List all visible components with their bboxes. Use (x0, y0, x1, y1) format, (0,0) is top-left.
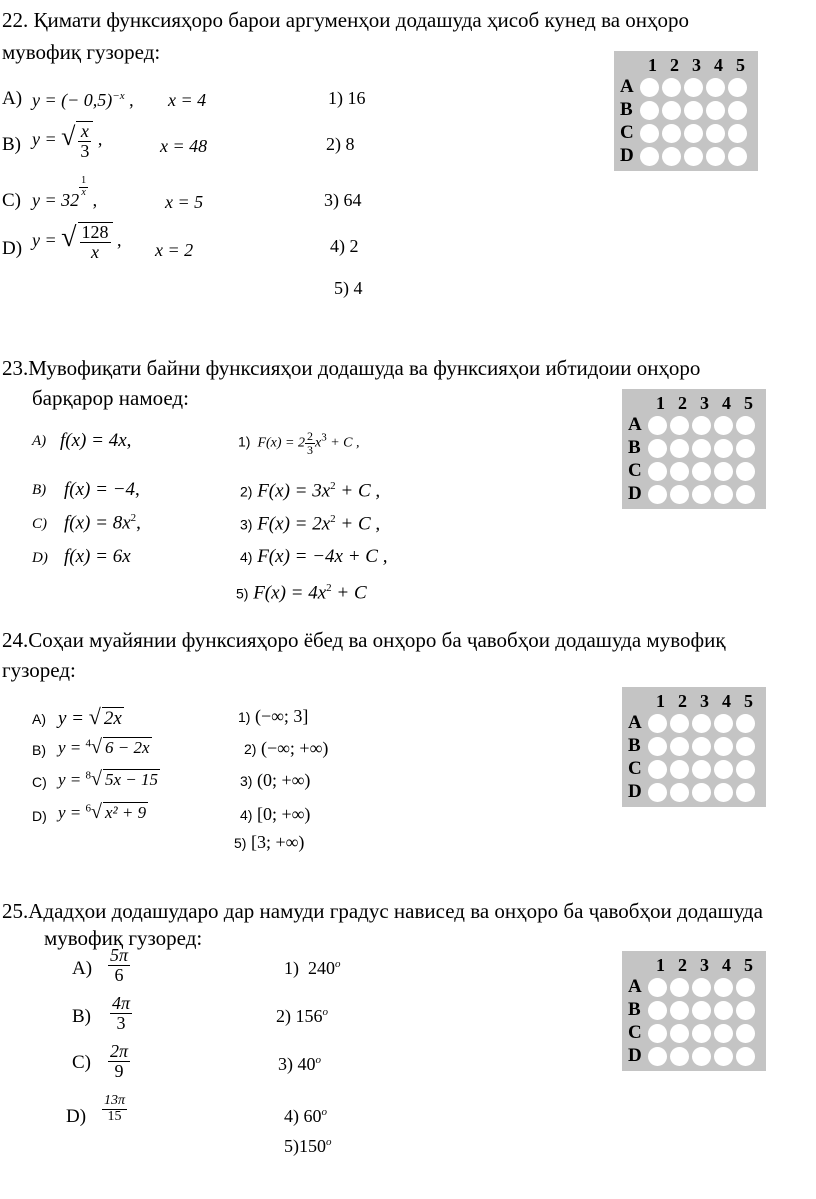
q23-bubble-A1[interactable] (648, 416, 667, 435)
q25-bubble-D5[interactable] (736, 1047, 755, 1066)
q25-grid-row-D: D (628, 1045, 642, 1066)
q22-item-d-arg: x = 2 (155, 240, 194, 260)
q24-grid-col-4: 4 (722, 691, 731, 711)
q24-bubble-B3[interactable] (692, 737, 711, 756)
q22-grid-col-1: 1 (648, 55, 657, 75)
q23-bubble-D4[interactable] (714, 485, 733, 504)
q24-item-d-label: D) (32, 808, 47, 824)
q24-grid-col-1: 1 (656, 691, 665, 711)
q25-item-a-value: $\frac{5\pi}{6}$ (110, 945, 129, 985)
q22-item-b-func: y = √ $\frac{x}{3}$ , (32, 121, 103, 161)
q24-grid-col-3: 3 (700, 691, 709, 711)
q22-bubble-C3[interactable] (684, 124, 703, 143)
q25-item-c-value: $\frac{2\pi}{9}$ (110, 1041, 129, 1081)
q23-bubble-C2[interactable] (670, 462, 689, 481)
q24-answer-2: 2) (−∞; +∞) (244, 738, 329, 758)
q24-item-a-label: A) (32, 711, 46, 727)
q23-bubble-D2[interactable] (670, 485, 689, 504)
q23-bubble-A4[interactable] (714, 416, 733, 435)
q22-bubble-B3[interactable] (684, 101, 703, 120)
q24-bubble-D3[interactable] (692, 783, 711, 802)
q22-prompt-line2: мувофиқ гузоред: (2, 40, 161, 64)
q25-grid-col-1: 1 (656, 955, 665, 975)
q22-item-c-func: y = 32 $\frac{1}{x}$ , (32, 175, 98, 210)
q23-item-a-label: A) (32, 433, 47, 449)
q22-bubble-D4[interactable] (706, 147, 725, 166)
q23-grid-col-1: 1 (656, 393, 665, 413)
q23-bubble-D3[interactable] (692, 485, 711, 504)
q23-grid-col-2: 2 (678, 393, 687, 413)
q23-bubble-B2[interactable] (670, 439, 689, 458)
q25-answer-4: 4) 60$^o$ (284, 1106, 327, 1126)
q24-bubble-B5[interactable] (736, 737, 755, 756)
q24-bubble-C1[interactable] (648, 760, 667, 779)
q22-grid-col-2: 2 (670, 55, 679, 75)
q22-grid-col-4: 4 (714, 55, 723, 75)
q23-grid-col-3: 3 (700, 393, 709, 413)
q22-item-c-label: C) (2, 190, 21, 211)
q25-bubble-A1[interactable] (648, 978, 667, 997)
q25-grid-row-C: C (628, 1022, 642, 1043)
q25-bubble-D1[interactable] (648, 1047, 667, 1066)
q25-answer-2: 2) 156$^o$ (276, 1006, 328, 1026)
q23-bubble-B5[interactable] (736, 439, 755, 458)
q22-bubble-A5[interactable] (728, 78, 747, 97)
q24-answer-5: 5) [3; +∞) (234, 832, 305, 852)
q22-item-a-label: A) (2, 88, 23, 109)
q22-item-d-label: D) (2, 238, 23, 259)
q22-bubble-D5[interactable] (728, 147, 747, 166)
q22-bubble-B4[interactable] (706, 101, 725, 120)
q23-bubble-A2[interactable] (670, 416, 689, 435)
q24-bubble-A1[interactable] (648, 714, 667, 733)
q22-item-a-arg: x = 4 (168, 90, 207, 110)
q24-grid-row-B: B (628, 735, 641, 756)
q22-item-c-arg: x = 5 (165, 192, 204, 212)
q22-grid-row-B: B (620, 99, 633, 120)
q25-grid-row-B: B (628, 999, 641, 1020)
q25-answer-grid (622, 951, 766, 1071)
q25-bubble-A3[interactable] (692, 978, 711, 997)
q22-bubble-A2[interactable] (662, 78, 681, 97)
q25-bubble-C5[interactable] (736, 1024, 755, 1043)
q24-bubble-C4[interactable] (714, 760, 733, 779)
q24-item-a-func: y = √ 2x (58, 704, 122, 729)
q23-answer-2: 2) $F(x) = 3x^2 + C$ , (240, 480, 381, 502)
q22-bubble-C5[interactable] (728, 124, 747, 143)
q24-bubble-D1[interactable] (648, 783, 667, 802)
q24-bubble-A2[interactable] (670, 714, 689, 733)
q25-bubble-B4[interactable] (714, 1001, 733, 1020)
q25-bubble-A2[interactable] (670, 978, 689, 997)
q25-bubble-D4[interactable] (714, 1047, 733, 1066)
q22-answer-3: 3) 64 (324, 190, 362, 210)
q22-bubble-A1[interactable] (640, 78, 659, 97)
q24-prompt-line2: гузоред: (2, 658, 76, 682)
q22-bubble-C1[interactable] (640, 124, 659, 143)
q24-grid-row-D: D (628, 781, 642, 802)
q23-bubble-C3[interactable] (692, 462, 711, 481)
q25-bubble-C2[interactable] (670, 1024, 689, 1043)
q22-answer-4: 4) 2 (330, 236, 359, 256)
q25-item-c-label: C) (72, 1052, 91, 1073)
q22-grid-row-D: D (620, 145, 634, 166)
q24-answer-1: 1) (−∞; 3] (238, 706, 309, 726)
q25-prompt-line1: 25.Ададҳои додашударо дар намуди градус нависед ва онҳоро ба ҷавобҳои додашуда (2, 899, 763, 923)
q24-answer-4: 4) [0; +∞) (240, 804, 311, 824)
q22-bubble-D3[interactable] (684, 147, 703, 166)
q22-prompt-line1: 22. Қимати функсияҳоро барои аргуменҳои додашуда ҳисоб кунед ва онҳоро (2, 8, 690, 32)
q22-item-d-func: y = √ $\frac{128}{x}$ , (32, 222, 122, 262)
q23-bubble-B3[interactable] (692, 439, 711, 458)
q24-prompt-line1: 24.Соҳаи муайянии функсияҳоро ёбед ва онҳоро ба ҷавобҳои додашуда мувофиқ (2, 628, 726, 652)
q24-bubble-B1[interactable] (648, 737, 667, 756)
q25-grid-col-4: 4 (722, 955, 731, 975)
q22-bubble-B2[interactable] (662, 101, 681, 120)
q25-bubble-B2[interactable] (670, 1001, 689, 1020)
q25-grid-col-2: 2 (678, 955, 687, 975)
q22-grid-row-C: C (620, 122, 634, 143)
q25-grid-col-3: 3 (700, 955, 709, 975)
q24-bubble-A4[interactable] (714, 714, 733, 733)
q22-item-b-label: B) (2, 134, 21, 155)
q24-bubble-C5[interactable] (736, 760, 755, 779)
q22-answer-5: 5) 4 (334, 278, 363, 298)
q25-grid-row-A: A (628, 976, 642, 997)
q23-bubble-C4[interactable] (714, 462, 733, 481)
q25-bubble-C4[interactable] (714, 1024, 733, 1043)
q25-item-d-label: D) (66, 1106, 87, 1127)
q22-bubble-B5[interactable] (728, 101, 747, 120)
q22-item-a-func: y = (− 0,5)$^{-x}$ , (32, 90, 134, 110)
q23-answer-1: 1) F(x) = 2 $\frac{2}{3}$ $x^3 + C$ , (238, 429, 360, 457)
q23-answer-grid (622, 389, 766, 509)
q22-answer-grid (614, 51, 758, 171)
q23-answer-4: 4) F(x) = −4x + C , (240, 546, 388, 567)
q24-bubble-C3[interactable] (692, 760, 711, 779)
q23-item-c-label: C) (32, 516, 47, 532)
q24-grid-col-5: 5 (744, 691, 753, 711)
q25-item-a-label: A) (72, 958, 93, 979)
q25-bubble-C3[interactable] (692, 1024, 711, 1043)
q23-grid-col-5: 5 (744, 393, 753, 413)
q24-bubble-D4[interactable] (714, 783, 733, 802)
q23-grid-row-C: C (628, 460, 642, 481)
q25-answer-1: 1) 240$^o$ (284, 958, 341, 978)
q22-grid-col-5: 5 (736, 55, 745, 75)
q22-answer-2: 2) 8 (326, 134, 355, 154)
q25-bubble-B3[interactable] (692, 1001, 711, 1020)
q22-grid-col-3: 3 (692, 55, 701, 75)
q25-item-b-value: $\frac{4\pi}{3}$ (112, 993, 131, 1033)
q23-prompt-line1: 23.Мувофиқати байни функсияҳои додашуда ва функсияҳои ибтидоии онҳоро (2, 356, 701, 380)
q23-bubble-A5[interactable] (736, 416, 755, 435)
q25-bubble-C1[interactable] (648, 1024, 667, 1043)
q24-bubble-A5[interactable] (736, 714, 755, 733)
q23-bubble-B4[interactable] (714, 439, 733, 458)
q24-bubble-A3[interactable] (692, 714, 711, 733)
q22-bubble-A3[interactable] (684, 78, 703, 97)
q24-bubble-B2[interactable] (670, 737, 689, 756)
q23-bubble-C1[interactable] (648, 462, 667, 481)
q25-answer-3: 3) 40$^o$ (278, 1054, 321, 1074)
q25-bubble-A4[interactable] (714, 978, 733, 997)
q24-bubble-D5[interactable] (736, 783, 755, 802)
q25-answer-5: 5)150$^o$ (284, 1136, 332, 1156)
q25-bubble-D2[interactable] (670, 1047, 689, 1066)
q24-bubble-D2[interactable] (670, 783, 689, 802)
q24-bubble-C2[interactable] (670, 760, 689, 779)
q23-bubble-C5[interactable] (736, 462, 755, 481)
q22-answer-1: 1) 16 (328, 88, 366, 108)
q24-item-c-func: y = $^8$√ 5x − 15 (58, 768, 159, 790)
q22-grid-row-A: A (620, 76, 634, 97)
q22-item-b-arg: x = 48 (160, 136, 208, 156)
q25-prompt-line2: мувофиқ гузоред: (44, 926, 203, 950)
q24-grid-row-A: A (628, 712, 642, 733)
q24-item-d-func: y = $^6$√ x² + 9 (58, 801, 147, 823)
q22-bubble-C2[interactable] (662, 124, 681, 143)
q23-answer-3: 3) $F(x) = 2x^2 + C$ , (240, 513, 381, 535)
q23-item-d-func: f(x) = 6x (64, 546, 131, 567)
q25-bubble-D3[interactable] (692, 1047, 711, 1066)
q23-item-b-label: B) (32, 482, 47, 498)
q25-bubble-B5[interactable] (736, 1001, 755, 1020)
q22-bubble-C4[interactable] (706, 124, 725, 143)
q23-bubble-D5[interactable] (736, 485, 755, 504)
q22-bubble-B1[interactable] (640, 101, 659, 120)
q25-item-b-label: B) (72, 1006, 91, 1027)
q23-grid-col-4: 4 (722, 393, 731, 413)
q23-item-d-label: D) (32, 550, 48, 566)
q24-bubble-B4[interactable] (714, 737, 733, 756)
q25-bubble-B1[interactable] (648, 1001, 667, 1020)
q23-grid-row-A: A (628, 414, 642, 435)
q23-grid-row-B: B (628, 437, 641, 458)
q24-item-c-label: C) (32, 774, 47, 790)
q25-grid-col-5: 5 (744, 955, 753, 975)
q24-item-b-label: B) (32, 742, 46, 758)
q24-item-b-func: y = $^4$√ 6 − 2x (58, 736, 150, 758)
q23-bubble-D1[interactable] (648, 485, 667, 504)
q25-bubble-A5[interactable] (736, 978, 755, 997)
q22-bubble-D1[interactable] (640, 147, 659, 166)
q23-bubble-A3[interactable] (692, 416, 711, 435)
q22-bubble-D2[interactable] (662, 147, 681, 166)
q24-answer-3: 3) (0; +∞) (240, 770, 311, 790)
q24-grid-col-2: 2 (678, 691, 687, 711)
q23-item-b-func: f(x) = −4, (64, 479, 140, 500)
q24-answer-grid (622, 687, 766, 807)
q25-item-d-value: $\frac{13\pi}{15}$ (104, 1093, 126, 1124)
q23-prompt-line2: барқарор намоед: (32, 386, 189, 410)
q23-item-a-func: f(x) = 4x, (60, 430, 132, 451)
q23-item-c-func: $f(x) = 8x^2$, (64, 512, 141, 534)
q23-bubble-B1[interactable] (648, 439, 667, 458)
q23-answer-5: 5) $F(x) = 4x^2 + C$ (236, 582, 367, 604)
q23-grid-row-D: D (628, 483, 642, 504)
q22-bubble-A4[interactable] (706, 78, 725, 97)
q24-grid-row-C: C (628, 758, 642, 779)
